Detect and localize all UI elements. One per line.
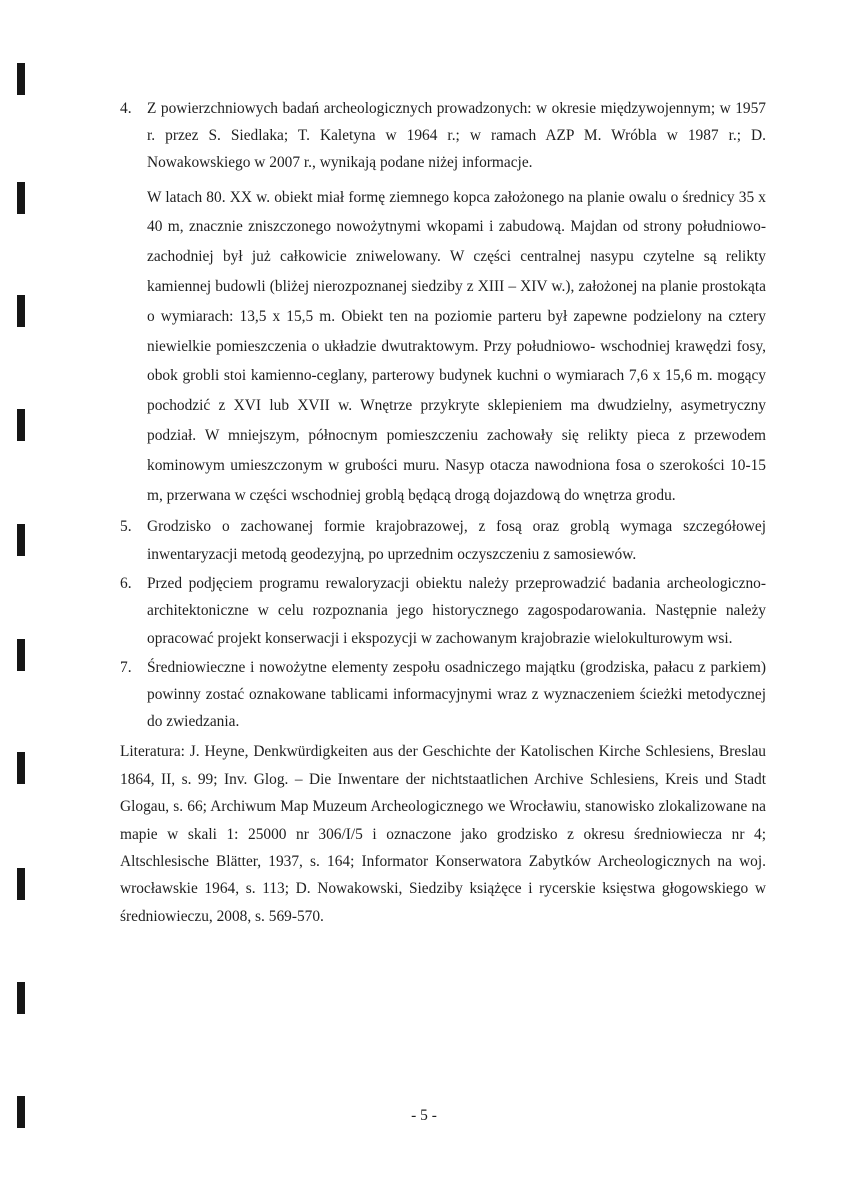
list-item-number: 7. xyxy=(120,658,132,676)
list-item-text: Przed podjęciem programu rewaloryzacji obiektu należy przeprowadzić badania archeologiczno-architektoniczne w celu rozpoznania jego historycznego zagospodarowania. Następnie należy opracować projekt konserwacji i ekspozycji w zachowanym krajobrazie wielokulturowym wsi. xyxy=(147,575,766,647)
list-item-5 xyxy=(120,513,766,568)
list-item-6 xyxy=(120,570,766,652)
list-item-7 xyxy=(120,654,766,736)
list-item-text: Z powierzchniowych badań archeologicznych prowadzonych: w okresie międzywojennym; w 1957 r. przez S. Siedlaka; T. Kaletyna w 1964 r.; w ramach AZP M. Wróbla w 1987 r.; D. Nowakowskiego w 2007 r., wynikają podane niżej informacje. xyxy=(147,100,766,172)
binding-mark xyxy=(17,639,25,671)
document-body xyxy=(120,95,766,930)
binding-mark xyxy=(17,63,25,95)
list-item-number: 4. xyxy=(120,100,132,117)
list-item-text: Średniowieczne i nowożytne elementy zespołu osadniczego majątku (grodziska, pałacu z parkiem) powinny zostać oznakowane tablicami informacyjnymi wraz z wyznaczeniem ścieżki metodycznej do zwiedzania. xyxy=(147,658,766,731)
list-item-number: 6. xyxy=(120,575,132,593)
site-description-paragraph: W latach 80. XX w. obiekt miał formę ziemnego kopca założonego na planie owalu o średnicy 35 x 40 m, znacznie zniszczonego nowożytnymi wkopami i zabudową. Majdan od strony południowo- zachodniej był już całkowicie zniwelowany. W części centralnej nasypu czytelne są relikty kamiennej budowli (bliżej nierozpoznanej siedziby z XIII – XIV w.), założonej na planie prostokąta o wymiarach: 13,5 x 15,5 m. Obiekt ten na poziomie parteru był zapewne podzielony na cztery niewielkie pomieszczenia o układzie dwutraktowym. Przy południowo- wschodniej krawędzi fosy, obok grobli stoi kamienno-ceglany, parterowy budynek kuchni o wymiarach 7,6 x 15,6 m. mogący pochodzić z XVI lub XVII w. Wnętrze przykryte sklepieniem ma dwudzielny, asymetryczny podział. W mniejszym, północnym pomieszczeniu zachowały się relikty pieca z przewodem kominowym umieszczonym w grubości muru. Nasyp otacza nawodniona fosa o szerokości 10-15 m, przerwana w części wschodniej groblą będącą drogą dojazdową do wnętrza grodu. xyxy=(147,188,766,504)
list-item-4 xyxy=(120,95,766,177)
list-item-number: 5. xyxy=(120,518,132,536)
binding-mark xyxy=(17,524,25,556)
literature-references: Literatura: J. Heyne, Denkwürdigkeiten aus der Geschichte der Katolischen Kirche Schlesiens, Breslau 1864, II, s. 99; Inv. Glog. – Die Inwentare der nichtstaatlichen Archive Schlesiens, Kreis und Stadt Glogau, s. 66; Archiwum Map Muzeum Archeologicznego we Wrocławiu, stanowisko zlokalizowane na mapie w skali 1: 25000 nr 306/I/5 i oznaczone jako grodzisko z okresu średniowiecza nr 4; Altschlesische Blätter, 1937, s. 164; Informator Konserwatora Zabytków Archeologicznych na woj. wrocławskie 1964, s. 113; D. Nowakowski, Siedziby książęce i rycerskie księstwa głogowskiego w średniowieczu, 2008, s. 569-570. xyxy=(120,743,766,925)
list-item-text: Grodzisko o zachowanej formie krajobrazowej, z fosą oraz groblą wymaga szczegółowej inwentaryzacji metodą geodezyjną, po uprzednim oczyszczeniu z samosiewów. xyxy=(147,518,766,563)
binding-mark xyxy=(17,868,25,900)
binding-mark xyxy=(17,182,25,214)
binding-mark xyxy=(17,752,25,784)
binding-mark xyxy=(17,409,25,441)
page-number: - 5 - xyxy=(411,1107,437,1124)
binding-mark xyxy=(17,982,25,1014)
binding-mark xyxy=(17,295,25,327)
